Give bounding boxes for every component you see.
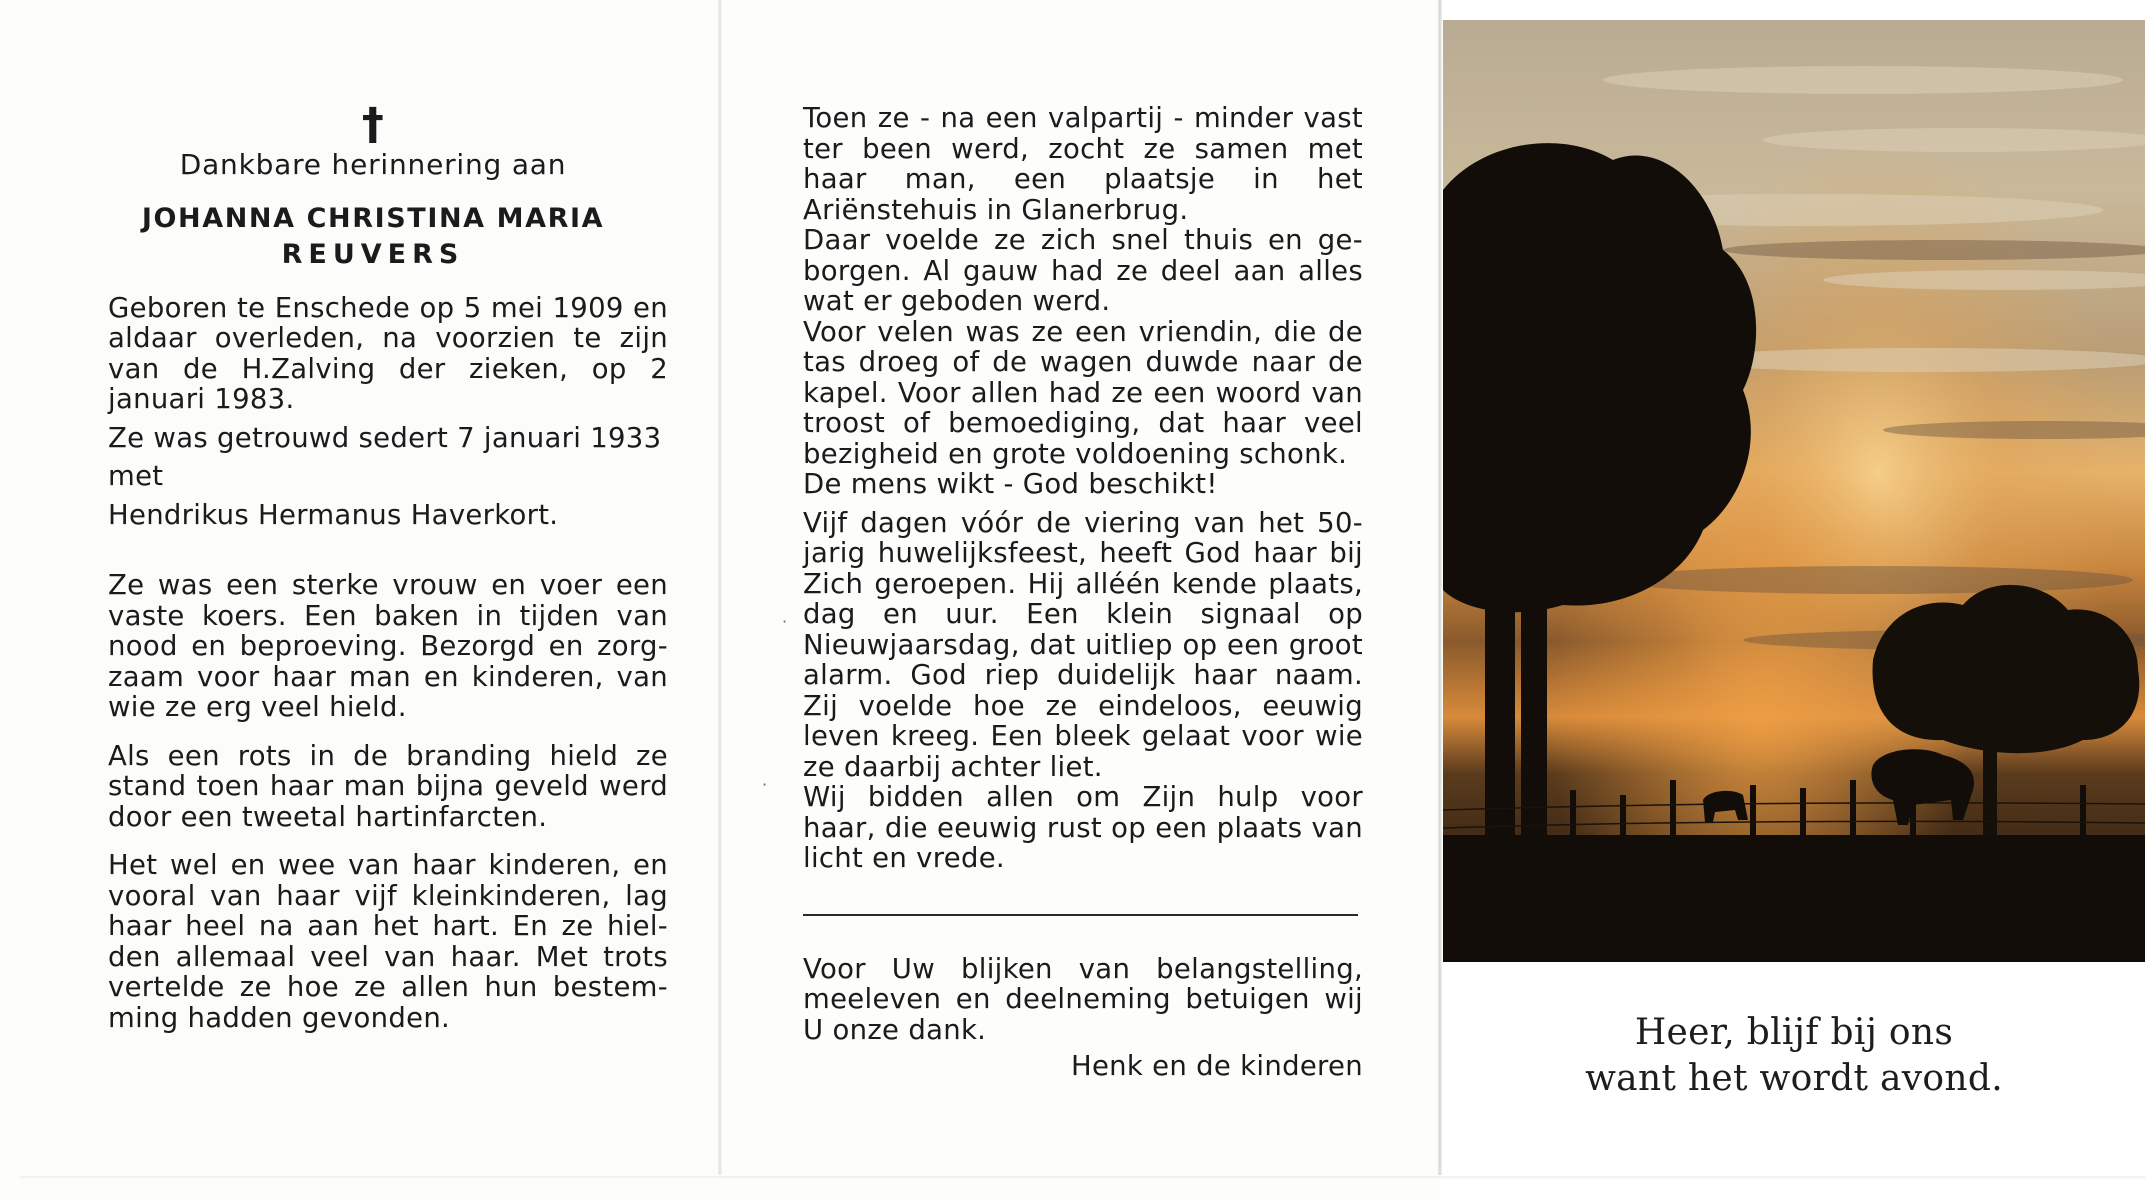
cross-icon: † [361,99,385,150]
card-bottom-edge [20,1176,2145,1180]
deceased-surname: REUVERS [281,238,465,270]
separator-rule [803,914,1358,916]
birth-death-paragraph: Geboren te Enschede op 5 mei 1909 en aldaar overleden, na voorzien te zijn van de H.Zalving der zieken, op 2 januari 1983. [108,291,668,415]
sunset-photo [1443,20,2145,962]
friend-paragraph: Voor velen was ze een vriendin, die de tas droeg of de wagen duwde naar de kapel. Voor allen had ze een woord van troost of bemoediging, dat haar veel bezigheid en grote voldoening schonk. [803,315,1363,470]
middle-text-column [803,103,1363,1082]
character-paragraph: Ze was een sterke vrouw en voer een vaste koers. Een baken in tijden van nood en beproeving. Bezorgd en zorg-zaam voor haar man en kinderen, van wie ze erg veel hield. [108,569,668,723]
caption-line-1: Heer, blijf bij ons [1634,1012,1954,1053]
proverb-line: De mens wikt - God beschikt! [803,468,1218,500]
intro-line: Dankbare herinnering aan [179,148,567,181]
thanks-paragraph: Voor Uw blijken van belangstelling, meeleven en deelneming betuigen wij U onze dank. [803,952,1363,1046]
caption-line-2: want het wordt avond. [1585,1058,2003,1099]
spouse-name: Hendrikus Hermanus Haverkort. [108,498,559,531]
fold-line [718,0,722,1175]
marriage-line: Ze was getrouwd sedert 7 januari 1933 [108,421,662,454]
passing-paragraph: Vijf dagen vóór de viering van het 50-jarig huwelijksfeest, heeft God haar bij Zich geroepen. Hij alléén kende plaats, dag en uur. Een klein signaal op Nieuwjaarsdag, dat uitliep op een groot alarm. God riep duidelijk haar naam. Zij voelde hoe ze eindeloos, eeuwig leven kreeg. Een bleek gelaat voor wie ze daarbij achter liet. [803,506,1363,783]
home-paragraph: Daar voelde ze zich snel thuis en ge-borgen. Al gauw had ze deel aan alles wat er geboden werd. [803,224,1363,317]
print-speck: · [762,775,768,794]
deceased-given-names: JOHANNA CHRISTINA MARIA [141,202,605,234]
rock-paragraph: Als een rots in de branding hield ze stand toen haar man bijna geveld werd door een tweetal hartinfarcten. [108,739,668,833]
fall-paragraph: Toen ze - na een valpartij - minder vast ter been werd, zocht ze samen met haar man, een plaatsje in het Ariënstehuis in Glanerbrug. [803,102,1363,226]
sunset-landscape-image [1443,20,2145,962]
prayer-paragraph: Wij bidden allen om Zijn hulp voor haar, die eeuwig rust op een plaats van licht en vrede. [803,781,1363,874]
left-text-column [108,100,668,1033]
marriage-with: met [108,460,164,492]
print-speck: · [782,612,788,631]
photo-caption [1443,1010,2145,1102]
family-paragraph: Het wel en wee van haar kinderen, en vooral van haar vijf kleinkinderen, lag haar heel na aan het hart. En ze hiel-den allemaal veel van haar. Met trots vertelde ze hoe ze allen hun bestem-ming hadden gevonden. [108,849,668,1034]
fold-line [1438,0,1442,1175]
signature: Henk en de kinderen [1070,1050,1363,1082]
